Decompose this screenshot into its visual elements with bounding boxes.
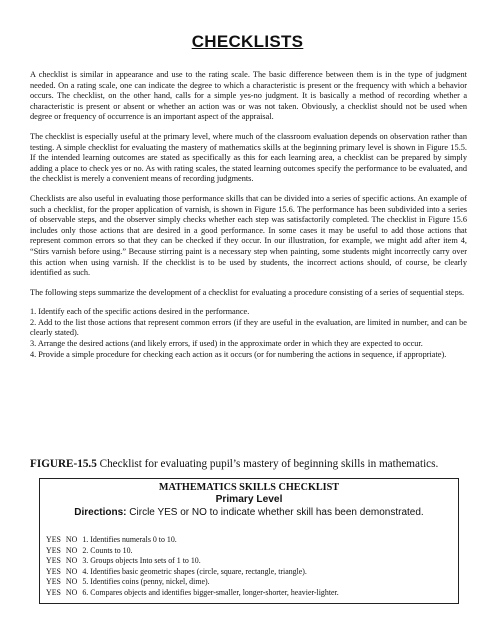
- step-3: 3. Arrange the desired actions (and likely errors, if used) in the approximate order in which they are expected to occur.: [30, 339, 423, 349]
- item-text: 1. Identifies numerals 0 to 10.: [82, 535, 177, 544]
- item-text: 3. Groups objects Into sets of 1 to 10.: [82, 556, 201, 566]
- figure-label: FIGURE-15.5: [30, 458, 97, 470]
- paragraph-3: Checklists are also useful in evaluating those performance skills that can be divided into a series of specific actions. An example of such a checklist, for the proper application of varnish, is shown in Figure 15.6. The performance has been subdivided into a series of observable steps, and the observer simply checks whether each step was satisfactorily completed. The checklist in Figure 15.6 includes only those actions that are desired in a good performance. In some cases it may be useful to add those actions that represent common errors so that they can be checked if they occur. In our illustration, for example, we might add after item 4, “Stirs varnish before using.” Because stirring paint is a necessary step when painting, some students might incorrectly carry over this action when using varnish. If the checklist is to be used by students, the incorrect actions should, of course, be clearly identified as such.: [30, 193, 467, 278]
- yes-option[interactable]: YES: [46, 587, 61, 597]
- figure-caption-text: Checklist for evaluating pupil’s mastery of beginning skills in mathematics.: [96, 458, 439, 470]
- checklist-item: [46, 556, 456, 567]
- no-option[interactable]: NO: [65, 556, 78, 566]
- paragraph-2: The checklist is especially useful at the primary level, where much of the classroom evaluation depends on observation rather than testing. A simple checklist for evaluating the mastery of mathematics skills at the beginning primary level is shown in Figure 15.5. If the intended learning outcomes are stated as specifically as this for each learning area, a checklist can be prepared by simply adding a place to check yes or no. As with rating scales, the stated learning outcomes specify the performance to be evaluated, and the checklist is merely a convenient means of recording judgments.: [30, 131, 467, 184]
- page-title: CHECKLISTS: [191, 32, 304, 51]
- yes-option[interactable]: YES: [46, 577, 61, 587]
- checklist-item: [46, 577, 456, 588]
- checklist-directions: [40, 507, 458, 518]
- no-option[interactable]: NO: [65, 566, 78, 576]
- item-text: 2. Counts to 10.: [82, 545, 133, 555]
- checklist-item: [46, 535, 456, 546]
- no-option[interactable]: NO: [65, 577, 78, 587]
- step-2: 2. Add to the list those actions that represent common errors (if they are useful in the evaluation, are limited in number, and can be clearly stated).: [30, 317, 467, 338]
- checklist-items: [46, 535, 456, 599]
- no-option[interactable]: NO: [65, 535, 78, 544]
- checklist-item: [46, 567, 456, 578]
- steps-intro: The following steps summarize the development of a checklist for evaluating a procedure consisting of a series of sequential steps.: [30, 287, 465, 297]
- figure-caption: [30, 458, 470, 470]
- no-option[interactable]: NO: [65, 545, 78, 555]
- yes-option[interactable]: YES: [46, 545, 61, 555]
- checklist-item: [46, 546, 456, 557]
- no-option[interactable]: NO: [65, 587, 78, 597]
- paragraph-1: A checklist is similar in appearance and use to the rating scale. The basic difference between them is in the type of judgment needed. On a rating scale, one can indicate the degree to which a characteristic is present or the frequency with which a behavior occurs. The checklist, on the other hand, calls for a simple yes-no judgment. It is basically a method of recording whether a characteristic is present or absent or whether an action was or was not taken. Obviously, a checklist should not be used when degree or frequency of occurrence is an important aspect of the appraisal.: [30, 70, 467, 122]
- item-text: 5. Identifies coins (penny, nickel, dime).: [82, 577, 210, 587]
- yes-option[interactable]: YES: [46, 556, 61, 566]
- yes-option[interactable]: YES: [46, 535, 61, 544]
- directions-text: Circle YES or NO to indicate whether skill has been demonstrated.: [126, 507, 424, 518]
- checklist-box: [39, 478, 459, 604]
- step-4: 4. Provide a simple procedure for checking each action as it occurs (or for numbering the actions in sequence, if appropriate).: [30, 349, 447, 359]
- body-text: [30, 70, 467, 360]
- item-text: 4. Identifies basic geometric shapes (circle, square, rectangle, triangle).: [82, 566, 307, 576]
- directions-label: Directions:: [74, 507, 127, 518]
- checklist-level: Primary Level: [215, 494, 283, 505]
- checklist-item: [46, 588, 456, 599]
- item-text: 6. Compares objects and identifies bigger-smaller, longer-shorter, heavier-lighter.: [82, 587, 339, 597]
- yes-option[interactable]: YES: [46, 566, 61, 576]
- checklist-heading: MATHEMATICS SKILLS CHECKLIST: [158, 482, 340, 493]
- step-1: 1. Identify each of the specific actions desired in the performance.: [30, 307, 250, 317]
